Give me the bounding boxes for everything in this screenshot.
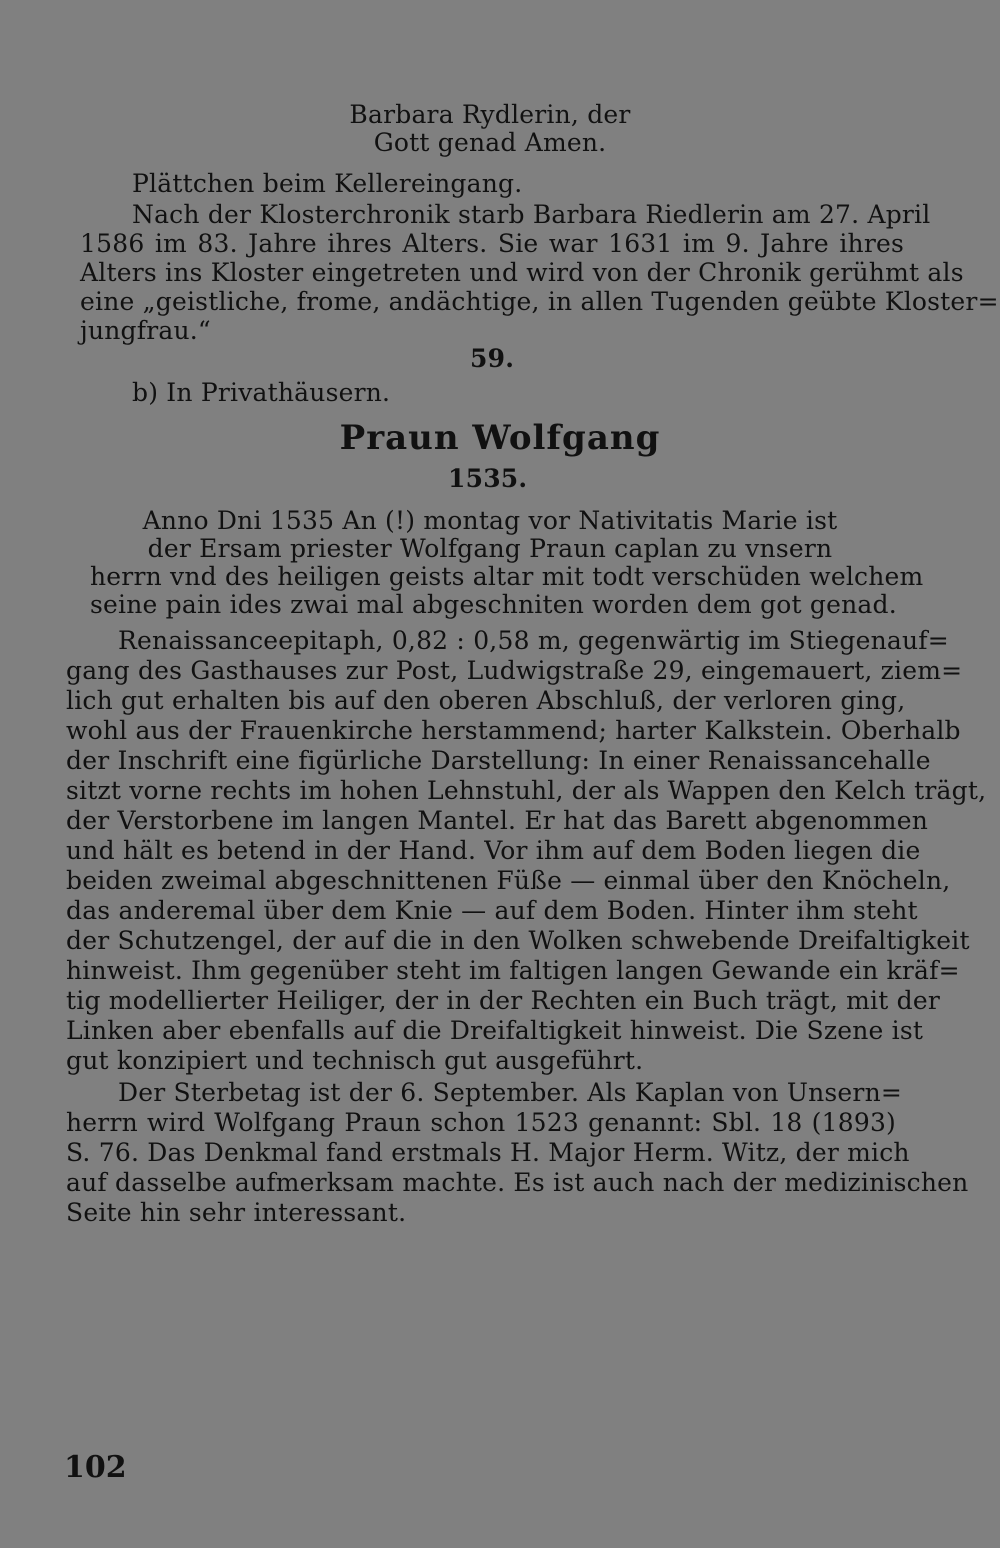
location-note: Plättchen beim Kellereingang. bbox=[132, 169, 523, 198]
inscription-line: seine pain ides zwai mal abgeschniten worden dem got genad. bbox=[90, 590, 897, 619]
year-heading: 1535. bbox=[448, 464, 528, 493]
page-number: 102 bbox=[64, 1450, 127, 1485]
description-line: das anderemal über dem Knie — auf dem Boden. Hinter ihm steht bbox=[66, 896, 918, 925]
inscription-line: Anno Dni 1535 An (!) montag vor Nativitatis Marie ist bbox=[142, 506, 838, 535]
description-line: Renaissanceepitaph, 0,82 : 0,58 m, gegenwärtig im Stiegenauf= bbox=[118, 626, 949, 655]
notes-line: auf dasselbe aufmerksam machte. Es ist auch nach der medizinischen bbox=[66, 1168, 969, 1197]
notes-line: Der Sterbetag ist der 6. September. Als Kaplan von Unsern= bbox=[118, 1078, 903, 1107]
description-line: wohl aus der Frauenkirche herstammend; harter Kalkstein. Oberhalb bbox=[66, 716, 961, 745]
epitaph-line-1: Barbara Rydlerin, der bbox=[349, 100, 631, 129]
description-line: gang des Gasthauses zur Post, Ludwigstraße 29, eingemauert, ziem= bbox=[66, 656, 963, 685]
inscription-line: herrn vnd des heiligen geists altar mit todt verschüden welchem bbox=[90, 562, 924, 591]
description-line: tig modellierter Heiliger, der in der Rechten ein Buch trägt, mit der bbox=[66, 986, 940, 1015]
section-heading: b) In Privathäusern. bbox=[132, 378, 391, 407]
paragraph-line: Nach der Klosterchronik starb Barbara Riedlerin am 27. April bbox=[132, 200, 931, 229]
paragraph-line: jungfrau.“ bbox=[80, 316, 211, 345]
inscription-line: der Ersam priester Wolfgang Praun caplan zu vnsern bbox=[147, 534, 833, 563]
description-line: Linken aber ebenfalls auf die Dreifaltigkeit hinweist. Die Szene ist bbox=[66, 1016, 924, 1045]
paragraph-line: 1586 im 83. Jahre ihres Alters. Sie war 1631 im 9. Jahre ihres bbox=[80, 229, 904, 258]
description-line: lich gut erhalten bis auf den oberen Abschluß, der verloren ging, bbox=[66, 686, 906, 715]
description-line: beiden zweimal abgeschnittenen Füße — einmal über den Knöcheln, bbox=[66, 866, 951, 895]
notes-line: herrn wird Wolfgang Praun schon 1523 genannt: Sbl. 18 (1893) bbox=[66, 1108, 896, 1137]
entry-number: 59. bbox=[470, 344, 515, 373]
description-line: gut konzipiert und technisch gut ausgeführt. bbox=[66, 1046, 644, 1075]
notes-line: S. 76. Das Denkmal fand erstmals H. Major Herm. Witz, der mich bbox=[66, 1138, 910, 1167]
description-line: sitzt vorne rechts im hohen Lehnstuhl, der als Wappen den Kelch trägt, bbox=[66, 776, 987, 805]
description-line: der Inschrift eine figürliche Darstellung: In einer Renaissancehalle bbox=[66, 746, 931, 775]
description-line: der Schutzengel, der auf die in den Wolken schwebende Dreifaltigkeit bbox=[66, 926, 970, 955]
description-line: der Verstorbene im langen Mantel. Er hat das Barett abgenommen bbox=[66, 806, 929, 835]
paragraph-line: Alters ins Kloster eingetreten und wird von der Chronik gerühmt als bbox=[80, 258, 964, 287]
description-line: und hält es betend in der Hand. Vor ihm auf dem Boden liegen die bbox=[66, 836, 921, 865]
name-heading: Praun Wolfgang bbox=[339, 418, 661, 458]
epitaph-line-2: Gott genad Amen. bbox=[373, 128, 607, 157]
description-line: hinweist. Ihm gegenüber steht im faltigen langen Gewande ein kräf= bbox=[66, 956, 960, 985]
paragraph-line: eine „geistliche, frome, andächtige, in allen Tugenden geübte Kloster= bbox=[80, 287, 999, 316]
notes-line: Seite hin sehr interessant. bbox=[66, 1198, 407, 1227]
